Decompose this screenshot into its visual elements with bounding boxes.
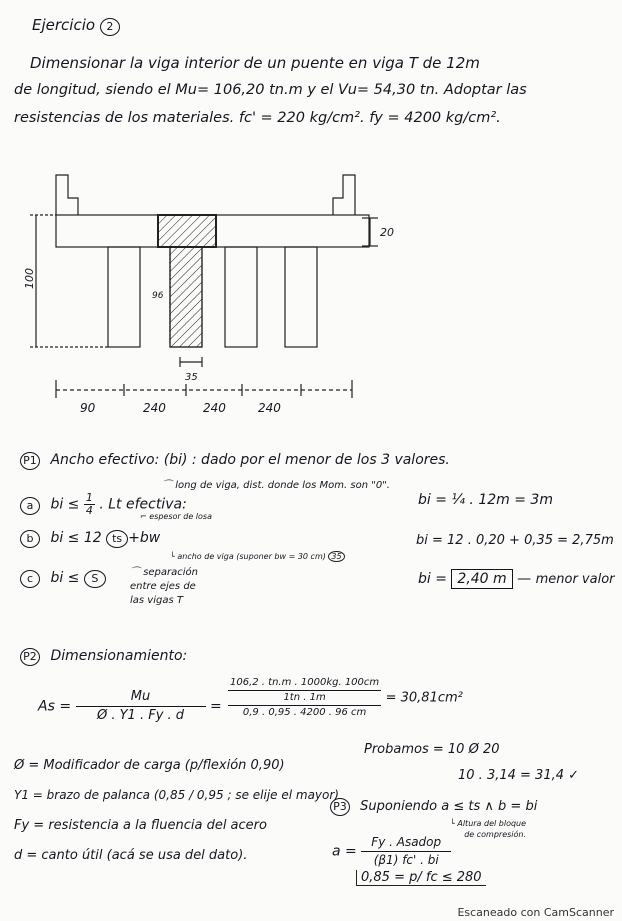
dim-slab-label: 20 [380,226,394,239]
dim-web-height-label: 96 [152,291,164,301]
p1-item-b: b bi ≤ 12 ts +bw [20,530,160,548]
bottom-dim-4: 240 [258,401,281,415]
p2-def-y1: Y1 = brazo de palanca (0,85 / 0,95 ; se elije el mayor) [14,788,339,802]
p1-result-b: bi = 12 . 0,20 + 0,35 = 2,75m [416,533,614,548]
p3-marker: P3 [330,798,350,816]
p2-calc: 106,2 . tn.m . 1000kg. 100cm 1tn . 1m 0,9 . 0,95 . 4200 . 96 cm = 30,81cm² [230,677,463,718]
p1-note-sep: ⌒ separación entre ejes de las vigas T [130,567,198,606]
dim-height-label: 100 [23,268,36,289]
bottom-dim-3: 240 [203,401,226,415]
p1-note-bw: └ ancho de viga (suponer bw = 30 cm) 35 [170,552,345,561]
exercise-title: Ejercicio 2 [32,16,126,36]
scanner-watermark: Escaneado con CamScanner [457,906,614,919]
p1-note-long: ⌒ long de viga, dist. donde los Mom. son "0". [162,480,390,491]
p2-probamos-check: 10 . 3,14 = 31,4 ✓ [458,768,580,783]
p3-heading: P3 Suponiendo a ≤ ts ∧ b = bi [330,798,537,816]
p2-as-formula: As = $\frac{Mu}{Ø . Y1 . Fy . d}$ = [38,689,222,723]
p1-result-c-box: 2,40 m [451,569,512,589]
dim-web-width-label: 35 [185,372,198,383]
p1-heading: P1 Ancho efectivo: (bi) : dado por el menor de los 3 valores. [20,452,450,470]
p2-def-phi: Ø = Modificador de carga (p/flexión 0,90) [14,758,285,773]
p2-probamos: Probamos = 10 Ø 20 [364,742,500,757]
exercise-number: 2 [100,18,120,36]
p2-def-fy: Fy = resistencia a la fluencia del acero [14,818,267,833]
p1-result-c: bi = 2,40 m — menor valor [418,571,615,587]
p1-note-slab: ⌐ espesor de losa [140,512,212,521]
statement-line-2: de longitud, siendo el Mu= 106,20 tn.m y el Vu= 54,30 tn. Adoptar las [14,82,527,98]
p1-marker: P1 [20,452,40,470]
bottom-dim-2: 240 [143,401,166,415]
p2-marker: P2 [20,648,40,666]
p3-note: └ Altura del bloque de compresión. [450,819,527,839]
statement-line-3: resistencias de los materiales. fc' = 220 kg/cm². fy = 4200 kg/cm². [14,110,501,126]
p2-heading: P2 Dimensionamiento: [20,648,187,666]
p3-a-formula: a = $\frac{\text{Fy . Asadop}}{(\beta 1) fc' . bi}$ [332,834,451,869]
bottom-dim-1: 90 [80,401,96,415]
p2-def-d: d = canto útil (acá se usa del dato). [14,848,248,863]
p1-item-c: c bi ≤ S [20,570,112,588]
p1-result-a: bi = ¼ . 12m = 3m [418,492,553,508]
p3-beta-note: 0,85 = p/ fc ≤ 280 [356,870,486,885]
p1-item-a: a bi ≤ $\frac{1}{4}$ . Lt efectiva: [20,492,187,517]
statement-line-1: Dimensionar la viga interior de un puente en viga T de 12m [30,54,480,72]
